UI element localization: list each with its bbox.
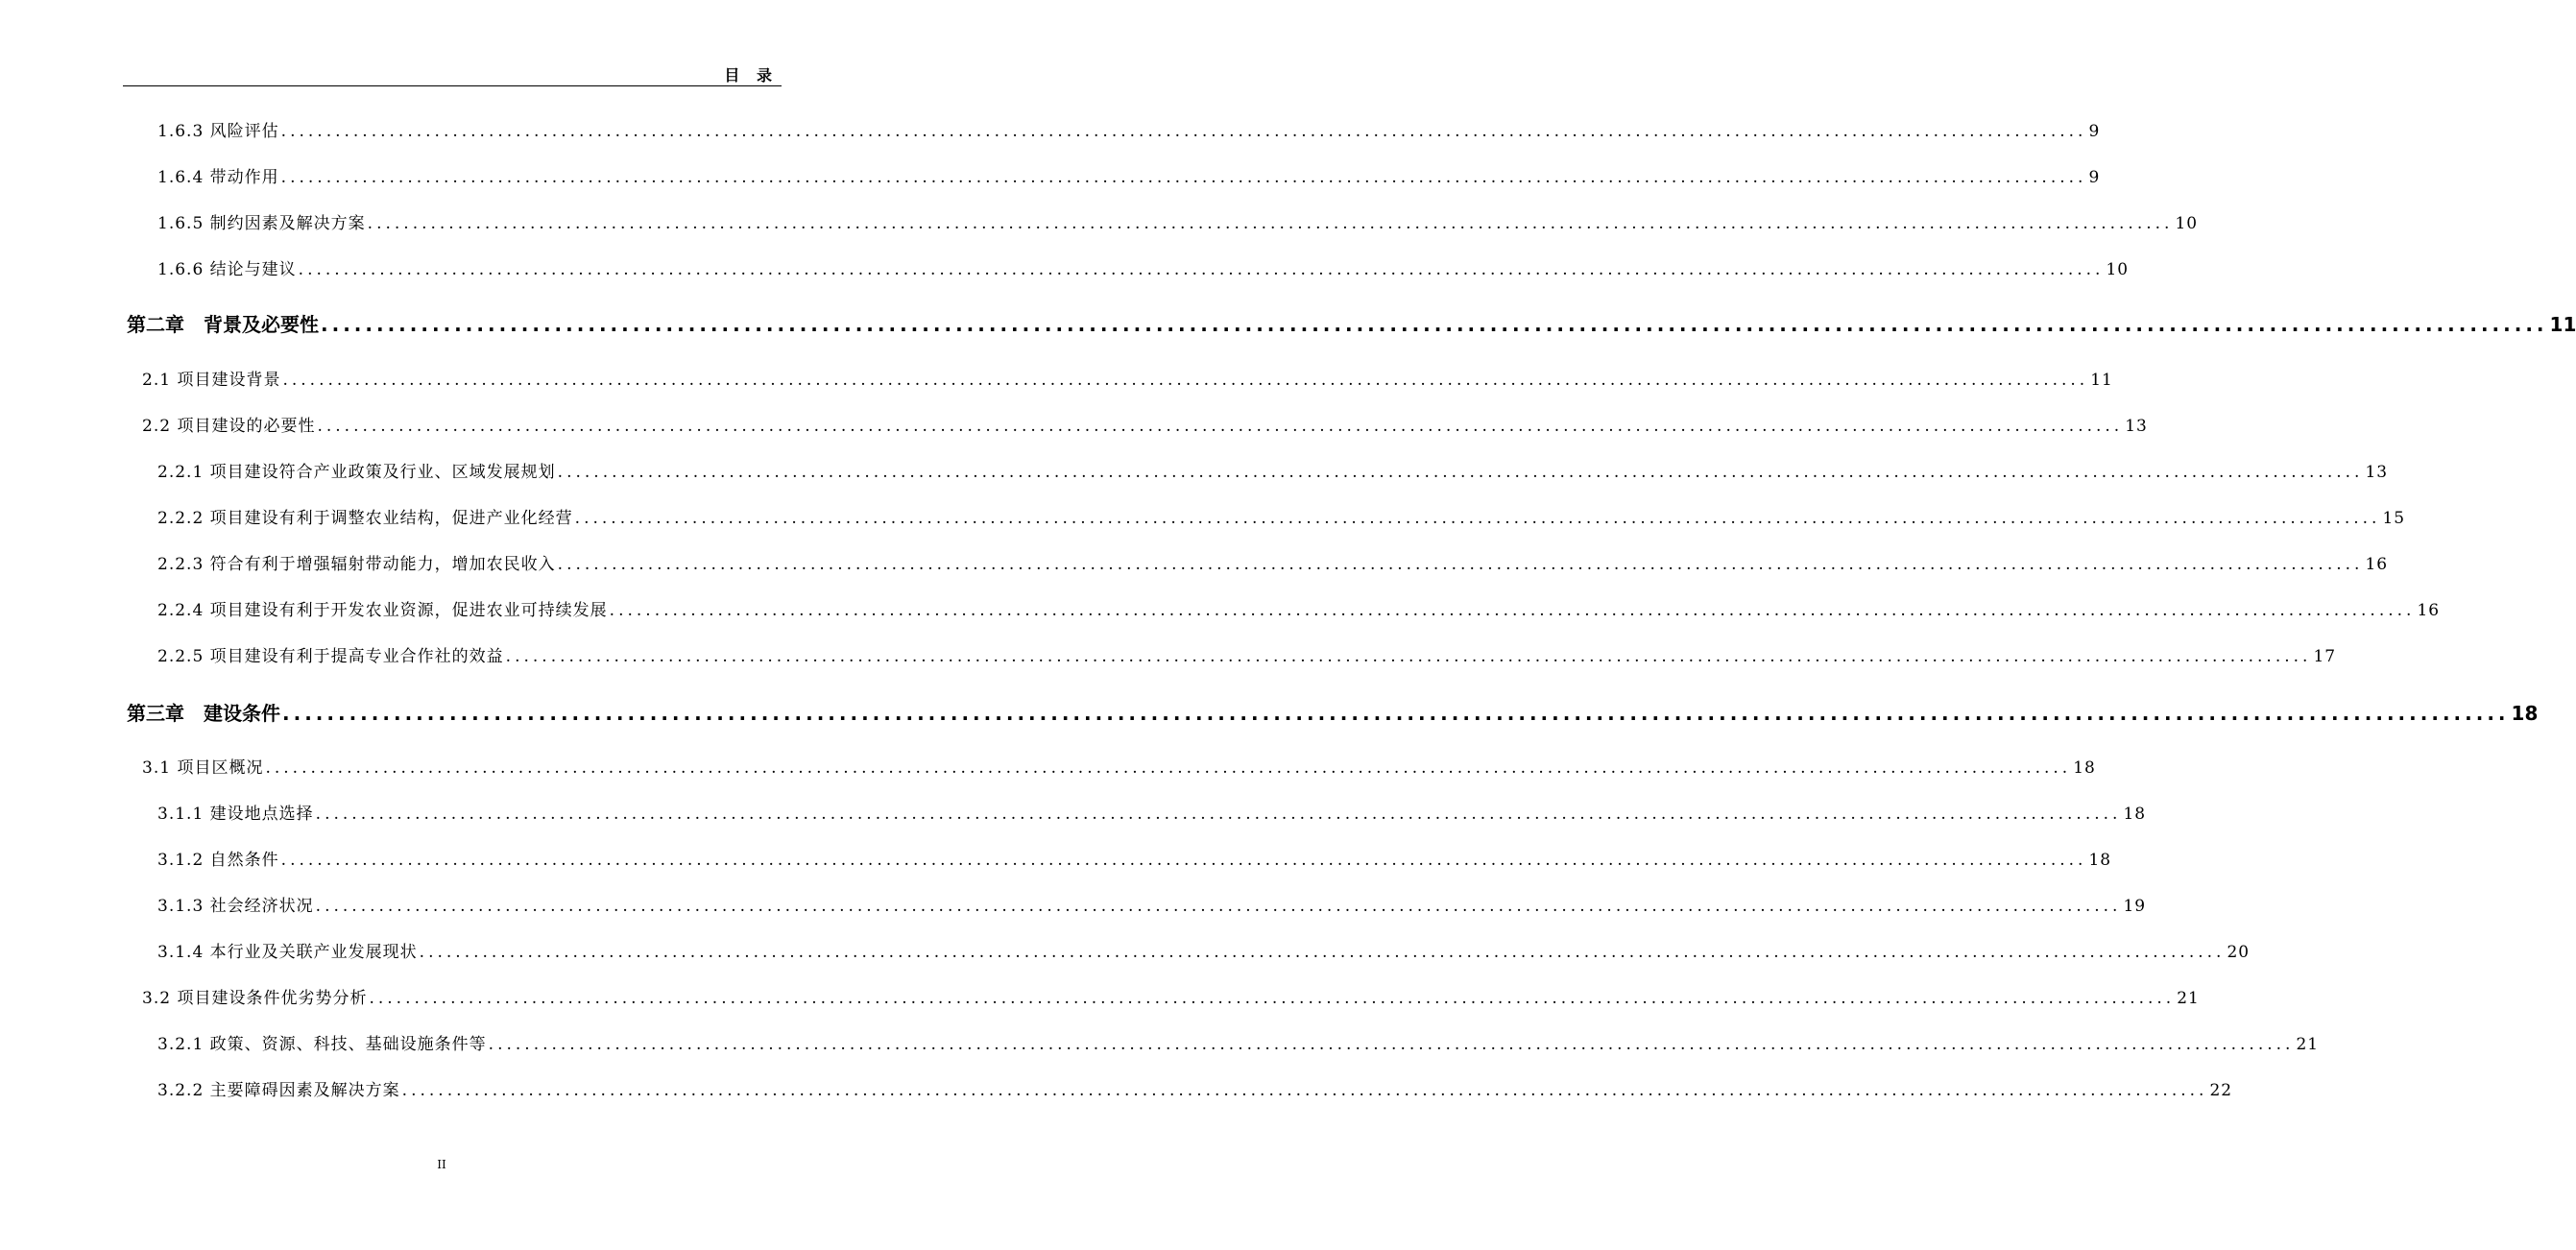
toc-entry-page: 16 (2365, 555, 2389, 574)
toc-dot-leader: ........................................................................................................................................................................................................ (315, 805, 2122, 824)
toc-subsection-entry (157, 642, 2337, 666)
toc-entry-label: 3.2.2 主要障碍因素及解决方案 (157, 1081, 400, 1100)
toc-entry-label: 1.6.4 带动作用 (157, 168, 279, 187)
toc-entry-page: 13 (2125, 417, 2148, 436)
toc-entry-page: 18 (2511, 702, 2539, 725)
toc-subsection-entry (157, 1030, 2320, 1054)
toc-entry-label: 第二章 背景及必要性 (127, 313, 319, 336)
toc-subsection-entry (157, 255, 2130, 279)
toc-entry-page: 17 (2313, 647, 2337, 666)
toc-entry-label: 3.1.2 自然条件 (157, 851, 279, 870)
toc-dot-leader: ........................................................................................................................................................................................................ (367, 214, 2174, 233)
toc-chapter-entry (127, 698, 2539, 726)
toc-entry-page: 13 (2365, 463, 2389, 482)
page-number: II (437, 1158, 446, 1171)
toc-entry-label: 2.2.3 符合有利于增强辐射带动能力，增加农民收入 (157, 555, 556, 574)
toc-entry-page: 19 (2123, 897, 2147, 916)
toc-dot-leader: ........................................................................................................................................................................................................ (557, 555, 2364, 574)
toc-dot-leader: ........................................................................................................................................................................................................ (265, 758, 2072, 778)
toc-subsection-entry (157, 550, 2389, 574)
toc-chapter-entry (127, 309, 2576, 337)
toc-dot-leader: ........................................................................................................................................................................................................ (280, 122, 2087, 141)
toc-entry-page: 16 (2417, 601, 2441, 620)
toc-dot-leader: ........................................................................................................................................................................................................ (315, 897, 2122, 916)
toc-entry-label: 1.6.5 制约因素及解决方案 (157, 214, 366, 233)
toc-entry-page: 10 (2175, 214, 2199, 233)
toc-entry-page: 18 (2123, 805, 2147, 824)
toc-entry-label: 3.2.1 政策、资源、科技、基础设施条件等 (157, 1035, 487, 1054)
toc-dot-leader: ........................................................................................................................................................................................................ (488, 1035, 2295, 1054)
toc-dot-leader: ........................................................................................................................................................................................................ (321, 313, 2548, 336)
toc-entry-label: 2.2 项目建设的必要性 (142, 417, 316, 436)
toc-dot-leader: ........................................................................................................................................................................................................ (505, 647, 2312, 666)
toc-dot-leader: ........................................................................................................................................................................................................ (280, 168, 2087, 187)
toc-subsection-entry (157, 504, 2406, 528)
toc-entry-label: 2.2.1 项目建设符合产业政策及行业、区域发展规划 (157, 463, 556, 482)
toc-dot-leader: ........................................................................................................................................................................................................ (298, 260, 2105, 279)
toc-dot-leader: ........................................................................................................................................................................................................ (609, 601, 2416, 620)
toc-subsection-entry (157, 117, 2101, 141)
toc-subsection-entry (157, 800, 2147, 824)
toc-entry-page: 18 (2073, 758, 2096, 778)
toc-entry-page: 15 (2382, 509, 2406, 528)
toc-section-entry (142, 984, 2200, 1008)
toc-entry-page: 9 (2088, 168, 2101, 187)
toc-subsection-entry (157, 163, 2101, 187)
toc-dot-leader: ........................................................................................................................................................................................................ (557, 463, 2364, 482)
toc-subsection-entry (157, 458, 2389, 482)
toc-section-entry (142, 754, 2096, 778)
toc-entry-label: 第三章 建设条件 (127, 702, 280, 725)
toc-subsection-entry (157, 938, 2251, 962)
toc-entry-page: 22 (2209, 1081, 2233, 1100)
toc-entry-page: 21 (2296, 1035, 2320, 1054)
toc-section-entry (142, 412, 2148, 436)
toc-entry-page: 20 (2227, 943, 2251, 962)
toc-entry-label: 3.1 项目区概况 (142, 758, 264, 778)
toc-entry-label: 3.2 项目建设条件优劣势分析 (142, 989, 368, 1008)
toc-entry-label: 3.1.3 社会经济状况 (157, 897, 314, 916)
toc-entry-label: 2.2.4 项目建设有利于开发农业资源，促进农业可持续发展 (157, 601, 608, 620)
toc-subsection-entry (157, 892, 2147, 916)
toc-entry-label: 3.1.1 建设地点选择 (157, 805, 314, 824)
toc-dot-leader: ........................................................................................................................................................................................................ (317, 417, 2124, 436)
toc-dot-leader: ........................................................................................................................................................................................................ (282, 371, 2089, 390)
toc-entry-page: 21 (2177, 989, 2200, 1008)
toc-entry-page: 18 (2088, 851, 2112, 870)
toc-subsection-entry (157, 596, 2441, 620)
toc-entry-label: 1.6.3 风险评估 (157, 122, 279, 141)
toc-subsection-entry (157, 209, 2199, 233)
toc-entry-page: 9 (2088, 122, 2101, 141)
toc-entry-label: 2.2.2 项目建设有利于调整农业结构，促进产业化经营 (157, 509, 573, 528)
toc-entry-page: 11 (2090, 371, 2113, 390)
toc-entry-label: 2.2.5 项目建设有利于提高专业合作社的效益 (157, 647, 504, 666)
toc-dot-leader: ........................................................................................................................................................................................................ (282, 702, 2510, 725)
toc-entry-page: 11 (2549, 313, 2576, 336)
toc-entry-label: 1.6.6 结论与建议 (157, 260, 297, 279)
toc-dot-leader: ........................................................................................................................................................................................................ (419, 943, 2226, 962)
header-title: 目 录 (724, 66, 778, 84)
toc-entry-page: 10 (2106, 260, 2130, 279)
toc-subsection-entry (157, 846, 2112, 870)
toc-entry-label: 2.1 项目建设背景 (142, 371, 281, 390)
toc-dot-leader: ........................................................................................................................................................................................................ (280, 851, 2087, 870)
toc-dot-leader: ........................................................................................................................................................................................................ (574, 509, 2381, 528)
toc-entry-label: 3.1.4 本行业及关联产业发展现状 (157, 943, 418, 962)
toc-dot-leader: ........................................................................................................................................................................................................ (401, 1081, 2208, 1100)
toc-dot-leader: ........................................................................................................................................................................................................ (369, 989, 2176, 1008)
toc-section-entry (142, 366, 2113, 390)
toc-subsection-entry (157, 1076, 2233, 1100)
